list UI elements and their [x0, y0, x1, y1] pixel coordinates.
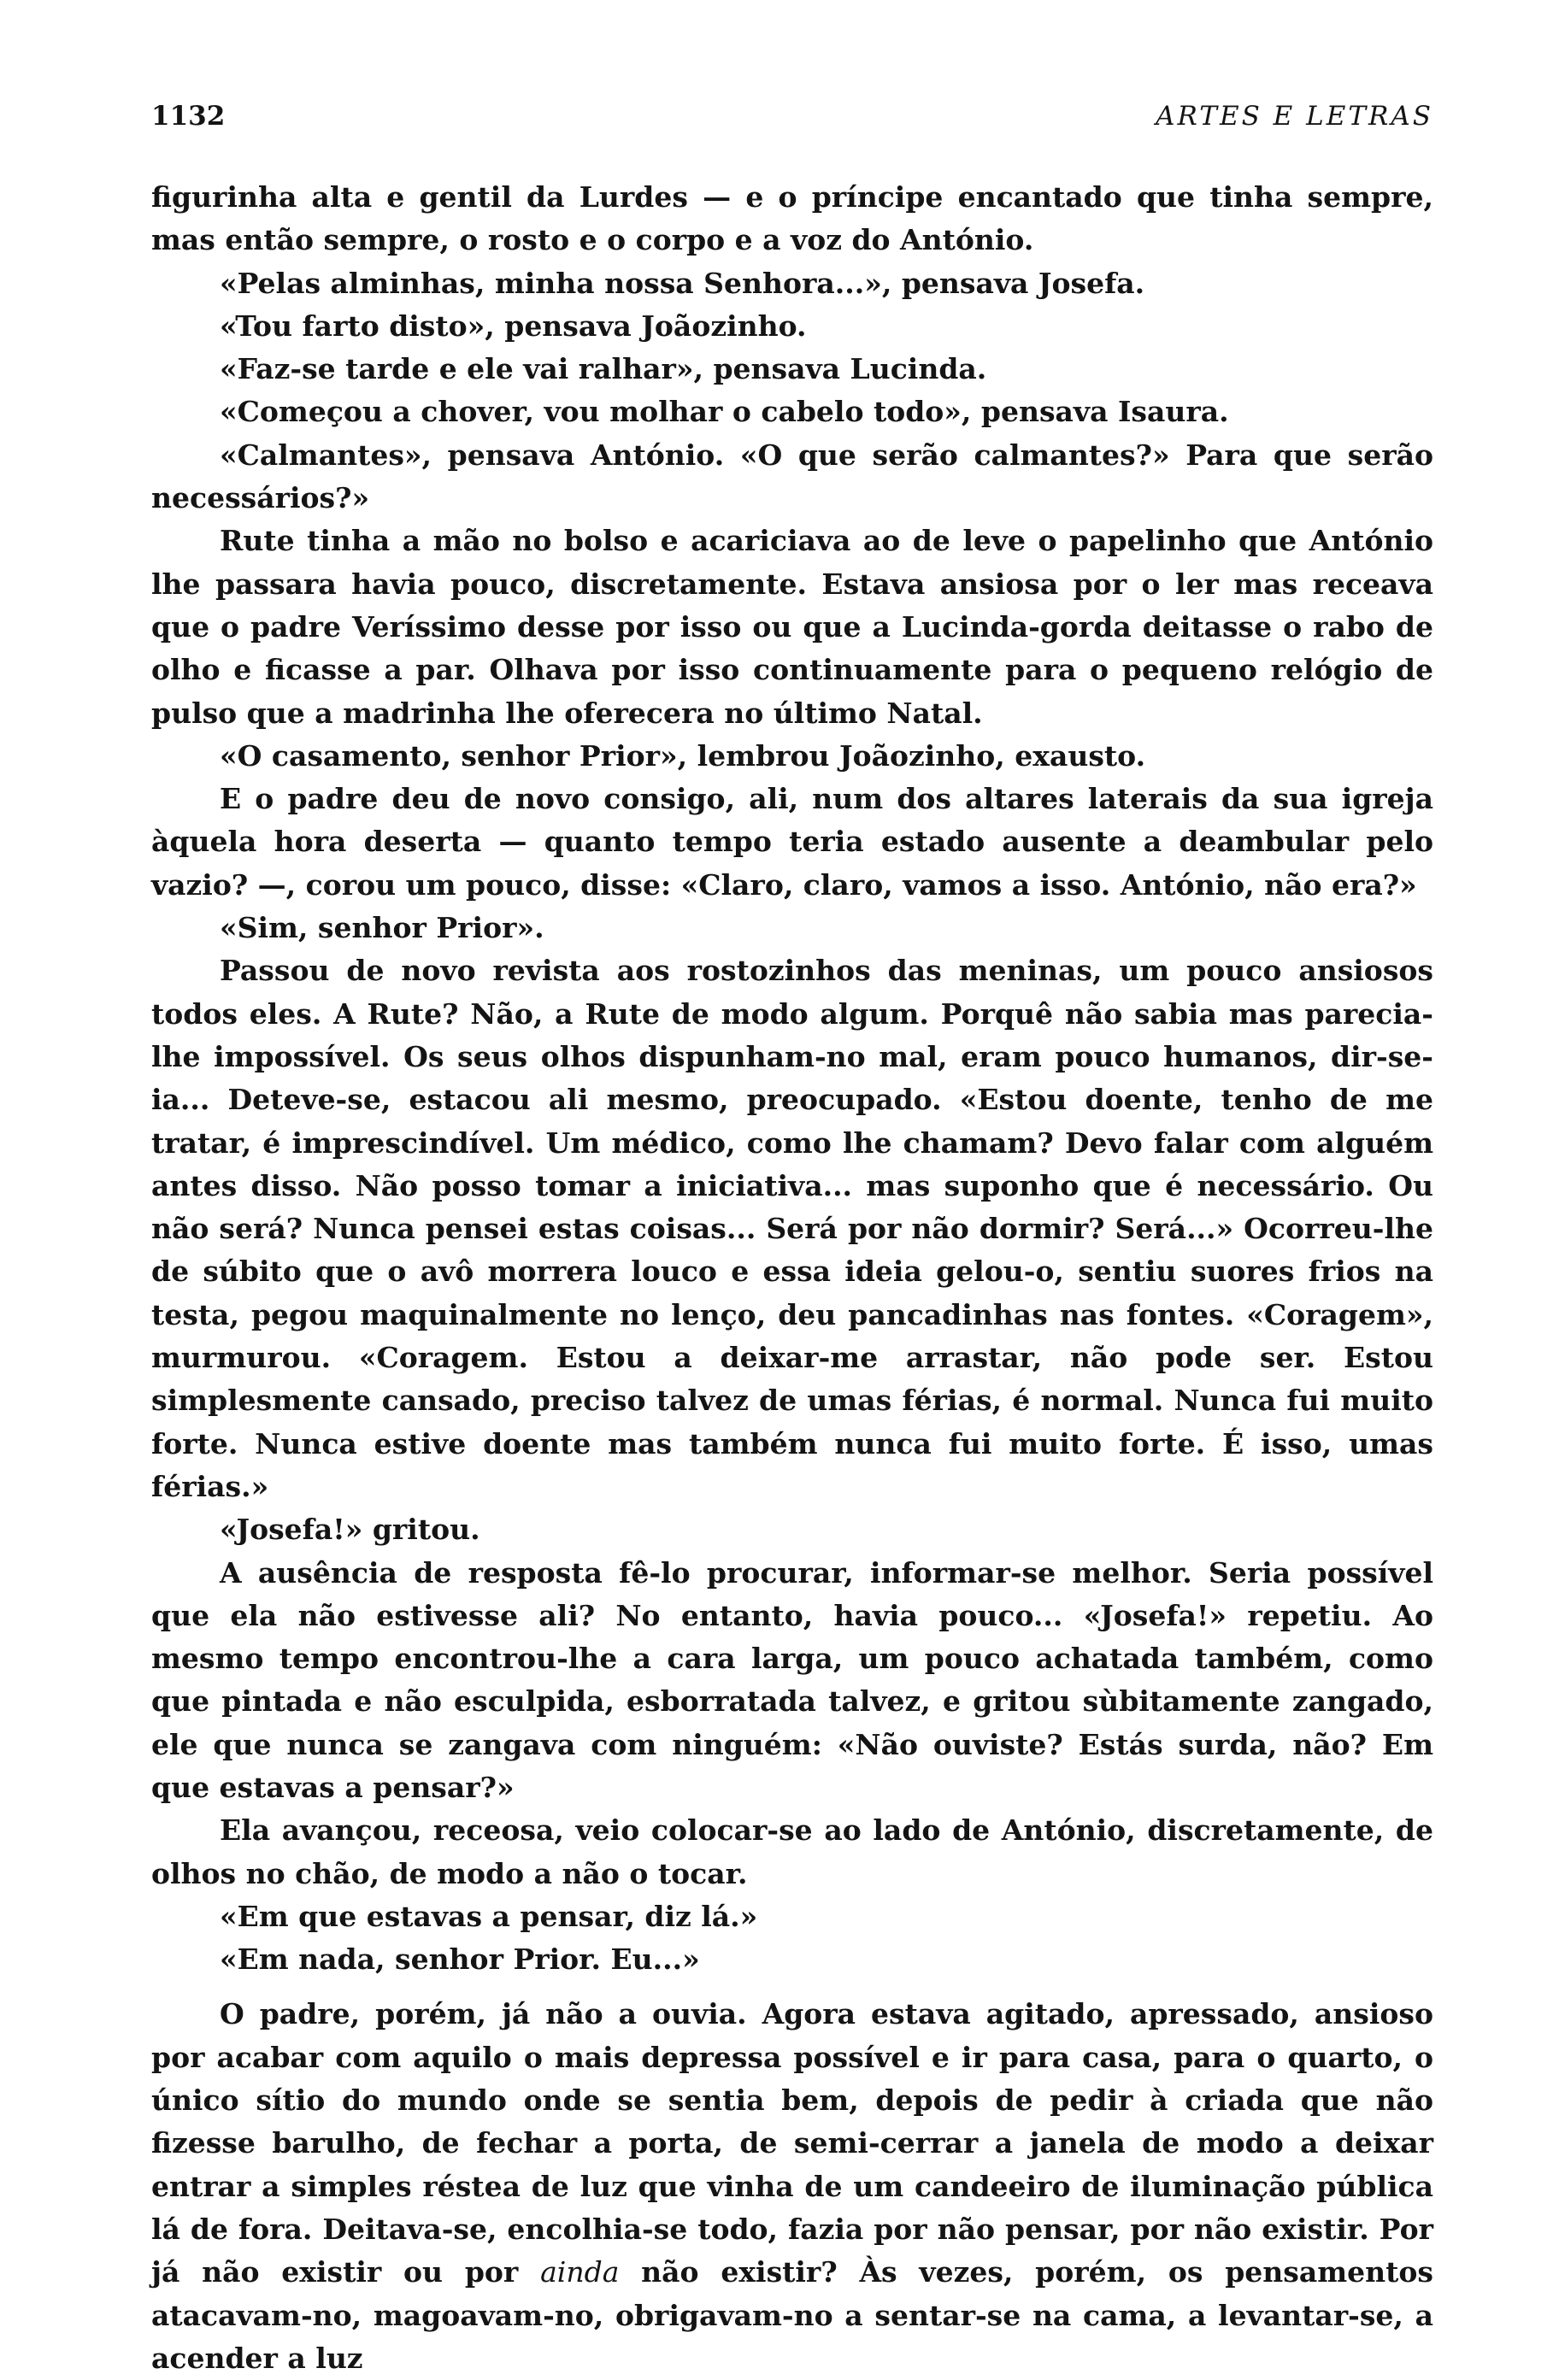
body-text: [151, 176, 1433, 2380]
paragraph: «Em nada, senhor Prior. Eu...»: [220, 1942, 700, 1977]
running-head: [151, 101, 1433, 132]
paragraph: «Josefa!» gritou.: [220, 1513, 480, 1547]
paragraph: «O casamento, senhor Prior», lembrou Joãozinho, exausto.: [220, 738, 1146, 773]
section-title: ARTES E LETRAS: [1156, 101, 1433, 132]
paragraph: «Em que estavas a pensar, diz lá.»: [220, 1899, 758, 1933]
paragraph: «Começou a chover, vou molhar o cabelo todo», pensava Isaura.: [220, 395, 1229, 429]
paragraph: Ela avançou, receosa, veio colocar-se ao lado de António, discretamente, de olhos no chão, de modo a não o tocar.: [151, 1813, 1433, 1890]
paragraph: «Faz-se tarde e ele vai ralhar», pensava Lucinda.: [220, 352, 987, 386]
paragraph: A ausência de resposta fê-lo procurar, informar-se melhor. Seria possível que ela não estivesse ali? No entanto, havia pouco... «Josefa!» repetiu. Ao mesmo tempo encontrou-lhe a cara larga, um pouco achatada também, como que pintada e não esculpida, esborratada talvez, e gritou sùbitamente zangado, ele que nunca se zangava com ninguém: «Não ouviste? Estás surda, não? Em que estavas a pensar?»: [151, 1555, 1433, 1804]
paragraph: Rute tinha a mão no bolso e acariciava ao de leve o papelinho que António lhe passara havia pouco, discretamente. Estava ansiosa por o ler mas receava que o padre Veríssimo desse por isso ou que a Lucinda-gorda deitasse o rabo de olho e ficasse a par. Olhava por isso continuamente para o pequeno relógio de pulso que a madrinha lhe oferecera no último Natal.: [151, 524, 1433, 730]
paragraph: «Sim, senhor Prior».: [220, 911, 544, 945]
paragraph: E o padre deu de novo consigo, ali, num dos altares laterais da sua igreja àquela hora deserta — quanto tempo teria estado ausente a deambular pelo vazio? —, corou um pouco, disse: «Claro, claro, vamos a isso. António, não era?»: [151, 782, 1433, 902]
paragraph: Passou de novo revista aos rostozinhos das meninas, um pouco ansiosos todos eles. A Rute? Não, a Rute de modo algum. Porquê não sabia mas parecia-lhe impossível. Os seus olhos dispunham-no mal, eram pouco humanos, dir-se-ia... Deteve-se, estacou ali mesmo, preocupado. «Estou doente, tenho de me tratar, é imprescindível. Um médico, como lhe chamam? Devo falar com alguém antes disso. Não posso tomar a iniciativa... mas suponho que é necessário. Ou não será? Nunca pensei estas coisas... Será por não dormir? Será...» Ocorreu-lhe de súbito que o avô morrera louco e essa ideia gelou-o, sentiu suores frios na testa, pegou maquinalmente no lenço, deu pancadinhas nas fontes. «Coragem», murmurou. «Coragem. Estou a deixar-me arrastar, não pode ser. Estou simplesmente cansado, preciso talvez de umas férias, é normal. Nunca fui muito forte. Nunca estive doente mas também nunca fui muito forte. É isso, umas férias.»: [151, 954, 1433, 1503]
paragraph: figurinha alta e gentil da Lurdes — e o príncipe encantado que tinha sempre, mas então sempre, o rosto e o corpo e a voz do António.: [151, 180, 1433, 257]
paragraph: «Tou farto disto», pensava Joãozinho.: [220, 309, 807, 343]
paragraph: «Pelas alminhas, minha nossa Senhora...», pensava Josefa.: [220, 266, 1145, 300]
paragraph-last: [151, 1993, 1433, 2380]
paragraph: «Calmantes», pensava António. «O que serão calmantes?» Para que serão necessários?»: [151, 438, 1433, 515]
paragraph-text: O padre, porém, já não a ouvia. Agora estava agitado, apressado, ansioso por acabar com aquilo o mais depressa possível e ir para casa, para o quarto, o único sítio do mundo onde se sentia bem, depois de pedir à criada que não fizesse barulho, de fechar a porta, de semi-cerrar a janela de modo a deixar entrar a simples réstea de luz que vinha de um candeeiro de iluminação pública lá de fora. Deitava-se, encolhia-se todo, fazia por não pensar, por não existir. Por já não existir ou por: [151, 1997, 1433, 2289]
paragraph-text: não existir? Às vezes, porém, os pensamentos atacavam-no, magoavam-no, obrigavam-no a sentar-se na cama, a levantar-se, a acender a luz: [151, 2255, 1433, 2375]
italic-word: ainda: [540, 2255, 620, 2289]
page-number: 1132: [151, 101, 226, 132]
book-page: [151, 101, 1433, 2380]
